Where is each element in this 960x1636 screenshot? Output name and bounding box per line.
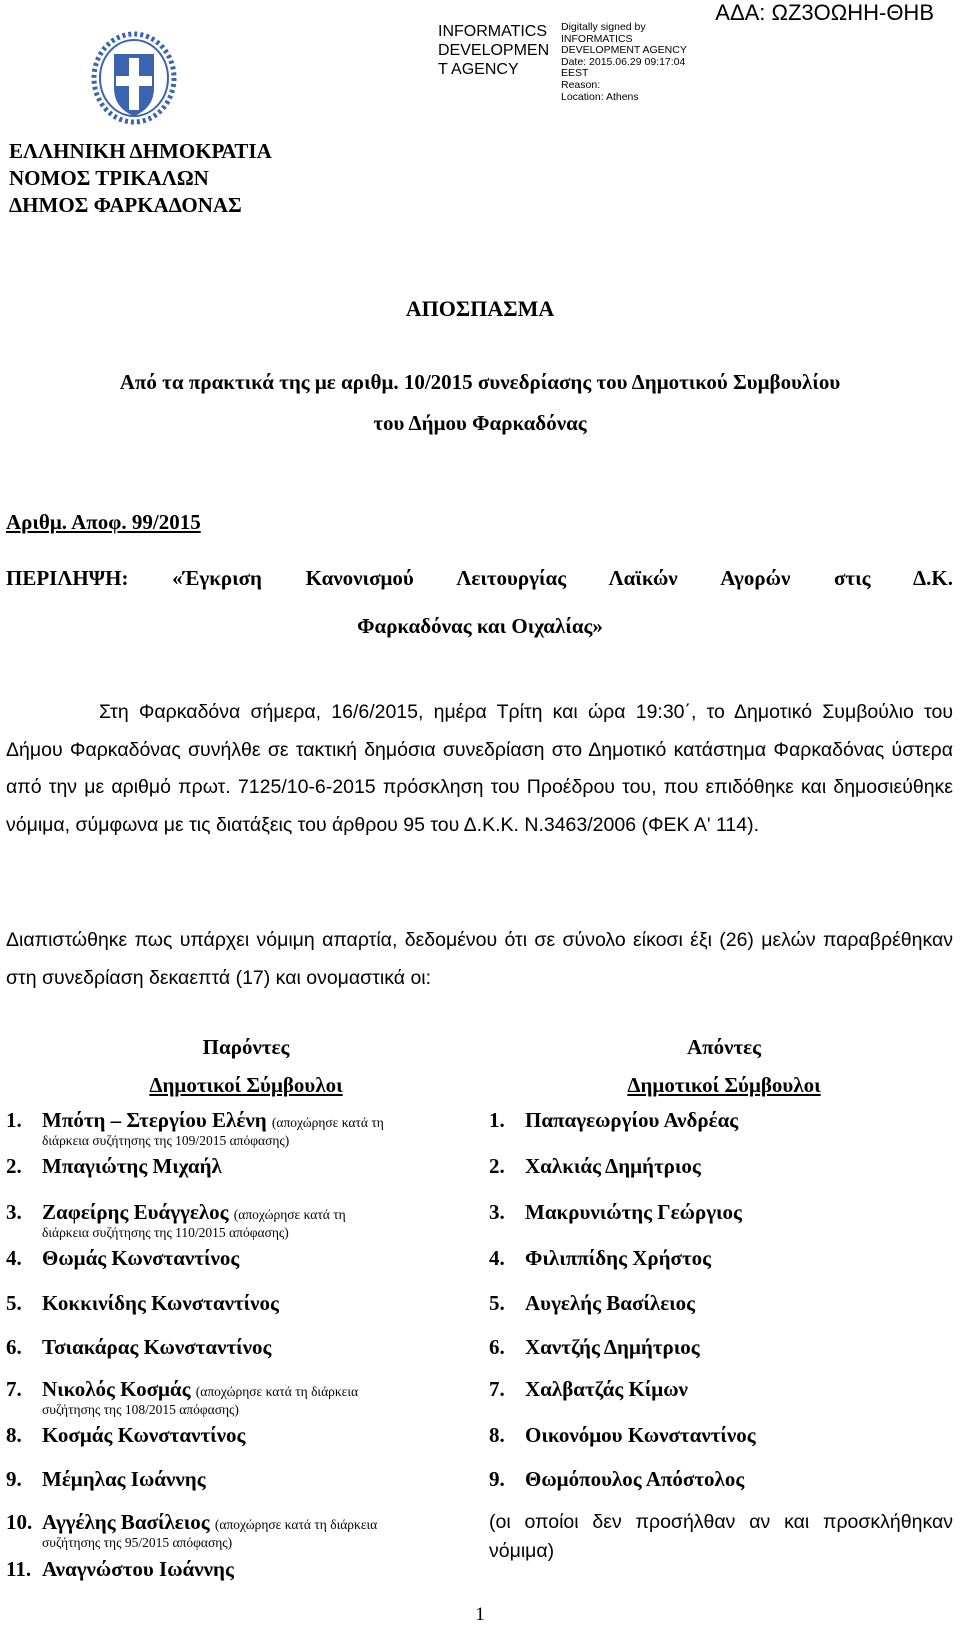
greek-coat-of-arms-icon [88,28,180,128]
minutes-intro: Από τα πρακτικά της με αριθμ. 10/2015 συνεδρίασης του Δημοτικού Συμβουλίου του Δήμου Φαρκαδόνας [119,370,841,435]
document-title: ΑΠΟΣΠΑΣΜΑ [405,296,555,321]
present-item: 6. Τσιακάρας Κωνσταντίνος [6,1335,272,1359]
present-item: 1. Μπότη – Στεργίου Ελένη (αποχώρησε κατά τη διάρκεια συζήτησης της 109/2015 απόφασης) [6,1108,384,1148]
page-number: 1 [475,1604,485,1625]
absent-item: 8. Οικονόμου Κωνσταντίνος [489,1423,756,1447]
present-item: 11. Αναγνώστου Ιωάννης [6,1557,234,1581]
present-heading: Παρόντες Δημοτικοί Σύμβουλοι [149,1035,343,1097]
absent-item: 1. Παπαγεωργίου Ανδρέας [489,1108,739,1132]
absent-item: 3. Μακρυνιώτης Γεώργιος [489,1200,742,1224]
present-item: 2. Μπαγιώτης Μιχαήλ [6,1154,222,1178]
session-paragraph: Στη Φαρκαδόνα σήμερα, 16/6/2015, ημέρα Τρίτη και ώρα 19:30΄, το Δημοτικό Συμβούλιο του Δήμου Φαρκαδόνας συνήλθε σε τακτική δημόσια συνεδρίαση στο Δημοτικό κατάστημα Φαρκαδόνας ύστερα από την με αριθμό πρωτ. 7125/10-6-2015 πρόσκληση του Προέδρου του, που επιδόθηκε και δημοσιεύθηκε νόμιμα, σύμφωνα με τις διατάξεις του άρθρου 95 του Δ.Κ.Κ. Ν.3463/2006 (ΦΕΚ Α' 114). [6,701,953,837]
signature-organization: INFORMATICS DEVELOPMEN T AGENCY [438,23,550,78]
present-item: 7. Νικολός Κοσμάς (αποχώρησε κατά τη διάρκεια συζήτησης της 108/2015 απόφασης) [6,1377,359,1417]
ada-code: ΑΔΑ: ΩΖ3ΟΩΗΗ-ΘΗΒ [715,0,934,25]
present-item: 8. Κοσμάς Κωνσταντίνος [6,1423,246,1447]
absent-item: 6. Χαντζής Δημήτριος [489,1335,700,1359]
present-item: 5. Κοκκινίδης Κωνσταντίνος [6,1291,279,1315]
decision-number: Αριθμ. Αποφ. 99/2015 [6,510,201,534]
absent-note: (οι οποίοι δεν προσήλθαν αν και προσκλήθηκαν νόμιμα) [489,1511,953,1562]
present-item: 10. Αγγέλης Βασίλειος (αποχώρησε κατά τη διάρκεια συζήτησης της 95/2015 απόφασης) [6,1510,378,1550]
subject-line-continued: Φαρκαδόνας και Οιχαλίας» [357,614,603,638]
present-item: 9. Μέμηλας Ιωάννης [6,1467,206,1491]
absent-item: 9. Θωμόπουλος Απόστολος [489,1467,745,1491]
quorum-paragraph: Διαπιστώθηκε πως υπάρχει νόμιμη απαρτία, δεδομένου ότι σε σύνολο είκοσι έξι (26) μελών παραβρέθηκαν στη συνεδρίαση δεκαεπτά (17) και ονομαστικά οι: [6,929,953,989]
present-item: 4. Θωμάς Κωνσταντίνος [6,1246,240,1270]
digital-signature-details: Digitally signed by INFORMATICS DEVELOPMENT AGENCY Date: 2015.06.29 09:17:04 EEST Reason: Location: Athens [561,21,687,103]
absent-item: 2. Χαλκιάς Δημήτριος [489,1154,701,1178]
issuer-block: ΕΛΛΗΝΙΚΗ ΔΗΜΟΚΡΑΤΙΑ ΝΟΜΟΣ ΤΡΙΚΑΛΩΝ ΔΗΜΟΣ ΦΑΡΚΑΔΟΝΑΣ [9,139,272,217]
absent-item: 5. Αυγελής Βασίλειος [489,1291,696,1315]
absent-heading: Απόντες Δημοτικοί Σύμβουλοι [627,1035,821,1097]
subject-line: ΠΕΡΙΛΗΨΗ: «Έγκριση Κανονισμού Λειτουργίας Λαϊκών Αγορών στις Δ.Κ. [6,566,953,590]
present-item: 3. Ζαφείρης Ευάγγελος (αποχώρησε κατά τη διάρκεια συζήτησης της 110/2015 απόφασης) [6,1200,346,1240]
absent-item: 7. Χαλβατζάς Κίμων [489,1377,688,1401]
absent-item: 4. Φιλιππίδης Χρήστος [489,1246,711,1270]
